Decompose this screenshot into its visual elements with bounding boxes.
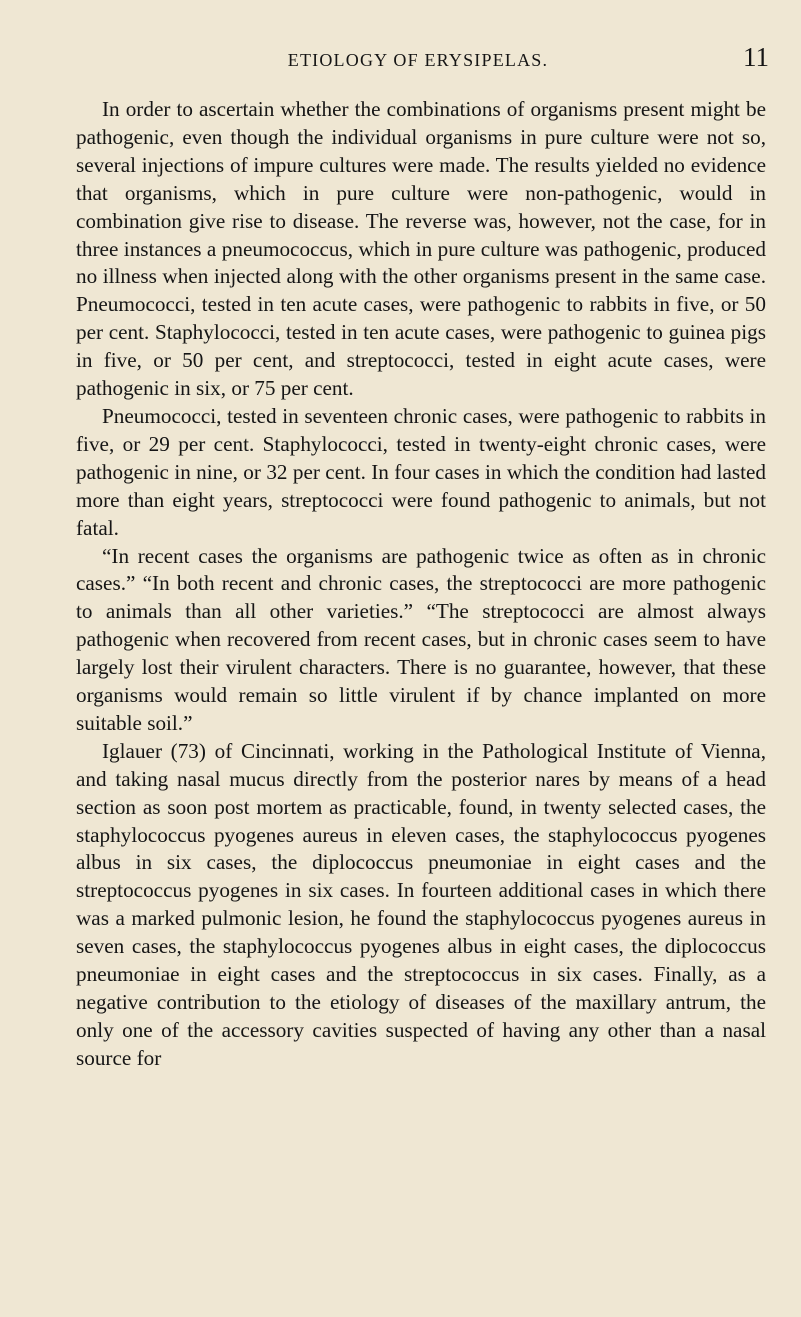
running-title: ETIOLOGY OF ERYSIPELAS. xyxy=(287,50,549,70)
paragraph-2: Pneumococci, tested in seventeen chronic cases, were pathogenic to rabbits in five, or 29 per cent. Staphylococci, tested in twenty-eight chronic cases, were pathogenic in nine, or 32 per cent. In four cases in which the condition had lasted more than eight years, streptococci were found pathogenic to animals, but not fatal. xyxy=(76,403,766,540)
body-text xyxy=(76,96,766,1073)
paragraph-4: Iglauer (73) of Cincinnati, working in the Pathological Institute of Vienna, and taking nasal mucus directly from the posterior nares by means of a head section as soon post mortem as practicable, found, in twenty selected cases, the staphylococcus pyogenes aureus in eleven cases, the staphylococcus pyogenes albus in six cases, the diplococcus pneumoniae in eight cases and the streptococcus pyogenes in six cases. In fourteen additional cases in which there was a marked pulmonic lesion, he found the staphylococcus pyogenes aureus in seven cases, the staphylococcus pyogenes albus in eight cases, the diplococcus pneumoniae in eight cases and the streptococcus in six cases. Finally, as a negative contribution to the etiology of diseases of the maxillary antrum, the only one of the accessory cavities suspected of having any other than a nasal source for xyxy=(76,738,766,1070)
page-number: 11 xyxy=(743,42,769,72)
paragraph-3: “In recent cases the organisms are pathogenic twice as often as in chronic cases.” “In both recent and chronic cases, the streptococci are more pathogenic to animals than all other varieties.” “The streptococci are almost always pathogenic when recovered from recent cases, but in chronic cases seem to have largely lost their virulent characters. There is no guarantee, however, that these organisms would remain so little virulent if by chance implanted on more suitable soil.” xyxy=(76,543,766,735)
paragraph-1: In order to ascertain whether the combinations of organisms present might be pathogenic, even though the individual organisms in pure culture were not so, several injections of impure cultures were made. The results yielded no evidence that organisms, which in pure culture were non-pathogenic, would in combination give rise to disease. The reverse was, however, not the case, for in three instances a pneumococcus, which in pure culture was pathogenic, produced no illness when injected along with the other organisms present in the same case. Pneumococci, tested in ten acute cases, were pathogenic to rabbits in five, or 50 per cent. Staphylococci, tested in ten acute cases, were pathogenic to guinea pigs in five, or 50 per cent, and streptococci, tested in eight acute cases, were pathogenic in six, or 75 per cent. xyxy=(76,97,766,401)
running-head xyxy=(73,42,769,78)
